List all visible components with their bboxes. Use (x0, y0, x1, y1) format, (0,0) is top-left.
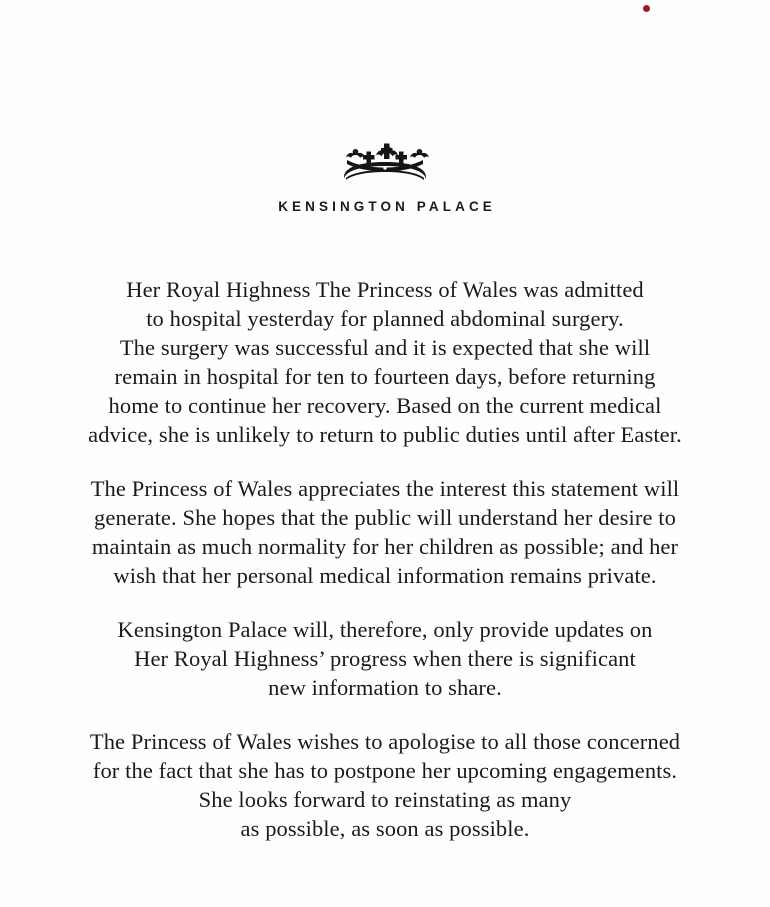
crown-coronet-icon (341, 140, 429, 180)
statement-line: advice, she is unlikely to return to public duties until after Easter. (88, 422, 682, 447)
statement-line: The surgery was successful and it is expected that she will (119, 335, 651, 360)
statement-paragraph (65, 474, 705, 590)
statement-line: She looks forward to reinstating as many (198, 787, 572, 812)
kensington-palace-wordmark: KENSINGTON PALACE (278, 199, 496, 214)
kensington-palace-crest (0, 140, 770, 214)
statement-line: new information to share. (268, 675, 502, 700)
statement-paragraph (65, 615, 705, 702)
statement-line: remain in hospital for ten to fourteen days, before returning (114, 364, 656, 389)
statement-line: to hospital yesterday for planned abdominal surgery. (146, 306, 624, 331)
statement-line: Her Royal Highness’ progress when there is significant (134, 646, 636, 671)
statement-line: The Princess of Wales wishes to apologise to all those concerned (89, 729, 681, 754)
statement-body (65, 275, 705, 843)
statement-line: wish that her personal medical information remains private. (113, 563, 657, 588)
statement-line: maintain as much normality for her children as possible; and her (91, 534, 679, 559)
red-dot-marker (643, 5, 650, 12)
statement-paragraph (65, 275, 705, 449)
statement-line: as possible, as soon as possible. (240, 816, 530, 841)
statement-line: home to continue her recovery. Based on the current medical (108, 393, 662, 418)
statement-line: Kensington Palace will, therefore, only provide updates on (117, 617, 653, 642)
statement-line: Her Royal Highness The Princess of Wales was admitted (126, 277, 644, 302)
statement-line: The Princess of Wales appreciates the interest this statement will (90, 476, 680, 501)
statement-line: for the fact that she has to postpone her upcoming engagements. (92, 758, 678, 783)
statement-paragraph (65, 727, 705, 843)
statement-line: generate. She hopes that the public will understand her desire to (94, 505, 676, 530)
